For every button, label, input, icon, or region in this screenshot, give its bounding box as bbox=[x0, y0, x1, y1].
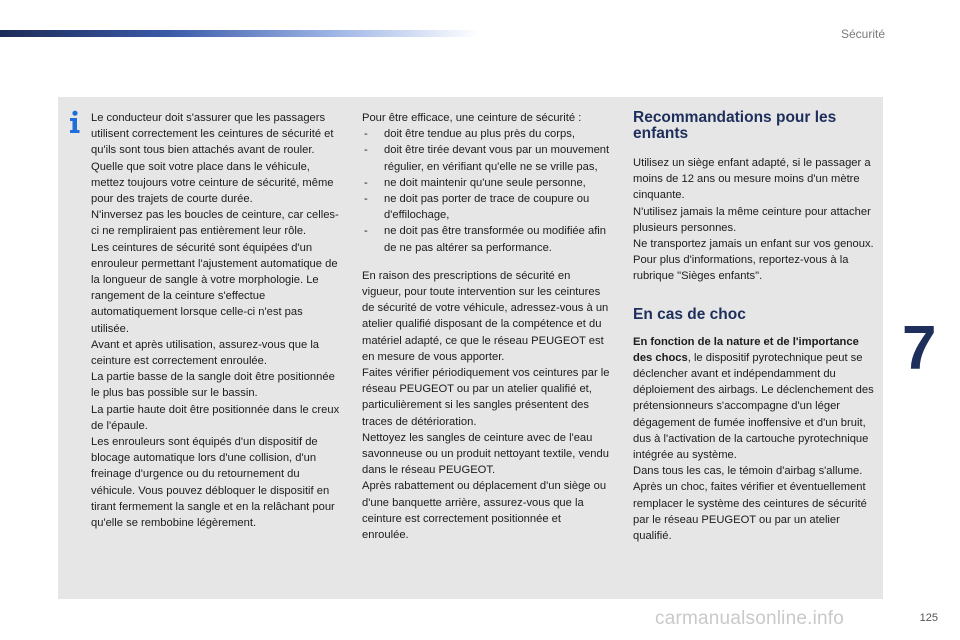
chapter-number: 7 bbox=[902, 314, 937, 383]
list-item: - ne doit pas porter de trace de coupure ou d'effilochage, bbox=[362, 191, 610, 223]
list-item: - ne doit pas être transformée ou modifiée afin de ne pas altérer sa performance. bbox=[362, 223, 610, 255]
crash-text bbox=[633, 334, 875, 545]
list-item: - doit être tirée devant vous par un mouvement régulier, en vérifiant qu'elle ne se vrille pas, bbox=[362, 142, 610, 174]
list-item: - doit être tendue au plus près du corps, bbox=[362, 126, 610, 142]
seatbelt-usage-text: Le conducteur doit s'assurer que les passagers utilisent correctement les ceintures de sécurité et qu'ils sont tous bien attachés avant de rouler. Quelle que soit votre place dans le véhicule, mettez toujours votre ceinture de sécurité, même pour des trajets de courte durée. N'inversez pas les boucles de ceinture, car celles-ci ne rempliraient pas entièrement leur rôle. Les ceintures de sécurité sont équipées d'un enrouleur permettant l'ajustement automatique de la longueur de sangle à votre morphologie. Le rangement de la ceinture s'effectue automatiquement lorsque celle-ci n'est pas utilisée. Avant et après utilisation, assurez-vous que la ceinture est correctement enroulée. La partie basse de la sangle doit être positionnée le plus bas possible sur le bassin. La partie haute doit être positionnée dans le creux de l'épaule. Les enrouleurs sont équipés d'un dispositif de blocage automatique lors d'une collision, d'un freinage d'urgence ou du retournement du véhicule. Vous pouvez débloquer le dispositif en tirant fermement la sangle et en la relâchant pour qu'elle se rembobine légèrement. bbox=[91, 112, 340, 530]
crash-body: , le dispositif pyrotechnique peut se déclencher avant et indépendamment du déploiement des airbags. Le déclenchement des prétensionneurs s'accompagne d'un léger dégagement de fumée inoffensive et d'un bruit, dus à l'activation de la cartouche pyrotechnique intégrée au système. Dans tous les cas, le témoin d'airbag s'allume. Après un choc, faites vérifier et éventuellement remplacer le système des ceintures de sécurité par le réseau PEUGEOT ou par un atelier qualifié. bbox=[633, 351, 874, 543]
section-title: Sécurité bbox=[840, 27, 885, 41]
header-rule bbox=[0, 30, 480, 37]
heading-crash: En cas de choc bbox=[633, 305, 746, 323]
watermark: carmanualsonline.info bbox=[655, 608, 845, 629]
page-number: 125 bbox=[919, 612, 938, 624]
column-children-and-crash bbox=[633, 110, 875, 544]
efficiency-intro: Pour être efficace, une ceinture de sécurité : bbox=[362, 112, 582, 124]
column-seatbelt-usage bbox=[91, 110, 341, 531]
heading-child-recommendations: Recommandations pour les enfants bbox=[633, 109, 837, 142]
column-seatbelt-efficiency bbox=[362, 110, 610, 543]
child-recommendations-text: Utilisez un siège enfant adapté, si le passager a moins de 12 ans ou mesure moins d'un mètre cinquante. N'utilisez jamais la même ceinture pour attacher plusieurs personnes. Ne transportez jamais un enfant sur vos genoux. Pour plus d'informations, reportez-vous à la rubrique "Sièges enfants". bbox=[633, 157, 874, 283]
info-icon bbox=[66, 110, 84, 134]
maintenance-text: En raison des prescriptions de sécurité en vigueur, pour toute intervention sur les ceintures de sécurité de votre véhicule, adressez-vous à un atelier qualifié disposant de la compétence et du matériel adapté, ce que le réseau PEUGEOT est en mesure de vous apporter. Faites vérifier périodiquement vos ceintures par le réseau PEUGEOT ou par un atelier qualifié et, particulièrement si les sangles présentent des traces de détérioration. Nettoyez les sangles de ceinture avec de l'eau savonneuse ou un produit nettoyant textile, vendu dans le réseau PEUGEOT. Après rabattement ou déplacement d'un siège ou d'une banquette arrière, assurez-vous que la ceinture est correctement positionnée et enroulée. bbox=[362, 269, 610, 542]
crash-lead: En fonction de la nature et de l'importance des chocs bbox=[633, 335, 859, 364]
list-item: - ne doit maintenir qu'une seule personne, bbox=[362, 175, 610, 191]
efficiency-list bbox=[362, 126, 610, 256]
